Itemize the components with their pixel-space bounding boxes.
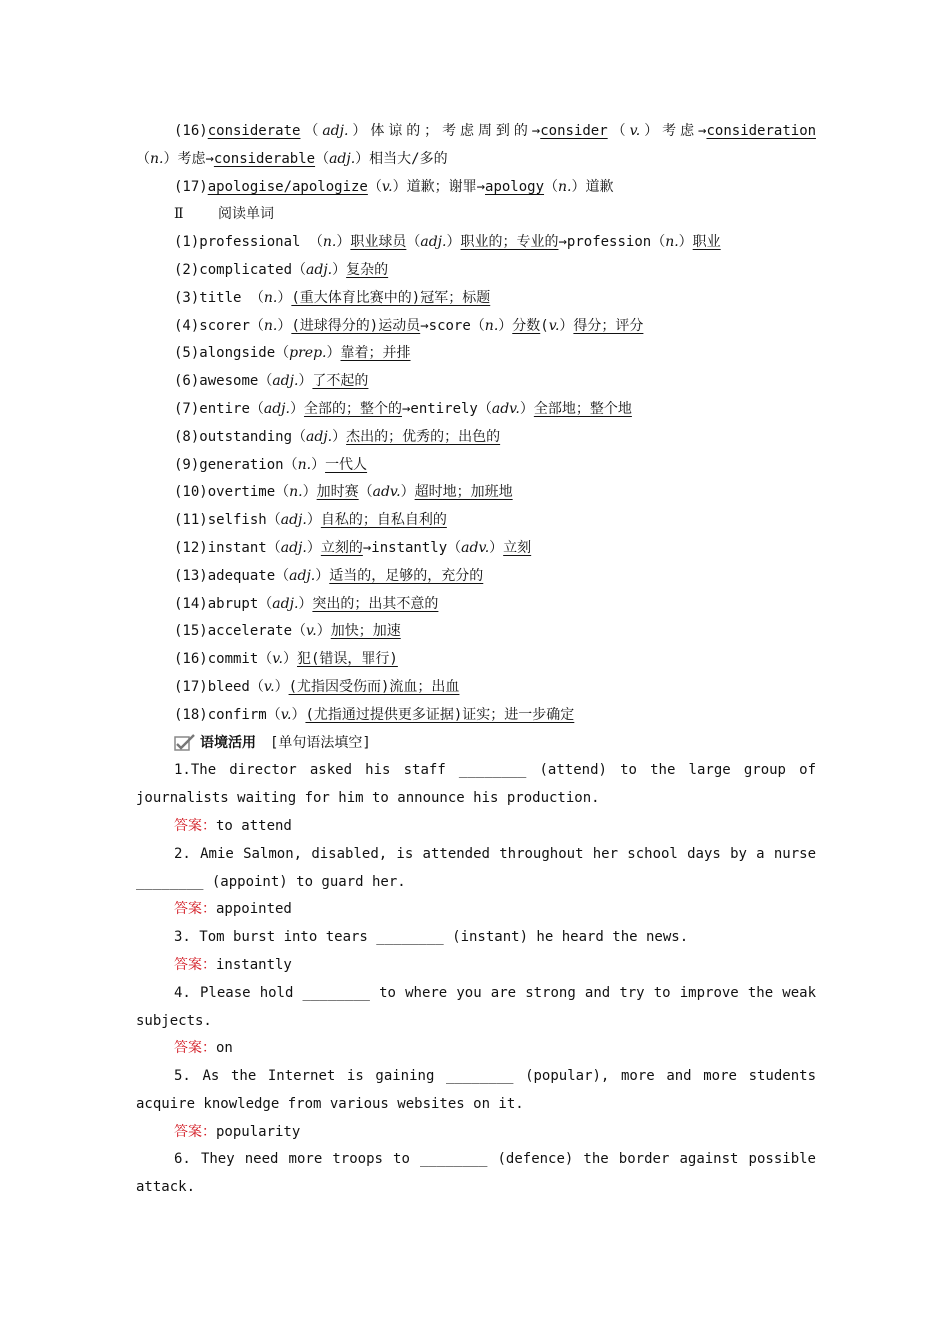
question-text: ________ (appoint) to guard her. (136, 873, 406, 890)
entry-number: (12) (174, 539, 208, 556)
entry-number: (14) (174, 595, 208, 612)
entry-number: (17) (174, 678, 208, 695)
entry-word: adequate (207, 567, 276, 584)
question-text: acquire knowledge from various websites on it. (136, 1095, 524, 1112)
part-of-speech: adj. (306, 261, 333, 278)
answer-line (136, 896, 816, 924)
entry-word: generation (199, 456, 284, 473)
entry-meaning: 自私的；自私自利的 (320, 512, 447, 529)
related-word: considerable (213, 150, 316, 167)
entry-meaning: (进球得分的)运动员 (291, 317, 421, 334)
entry-word: alongside (199, 345, 276, 362)
context-section-heading (136, 730, 816, 758)
answer-text: instantly (216, 956, 292, 973)
reading-word-row: (4)scorer（n.）(进球得分的)运动员→score（n.）分数(v.）得分；评分 (174, 317, 644, 334)
part-of-speech: adv. (461, 539, 490, 556)
question-line (136, 1063, 816, 1091)
badge-label: 语境活用 (200, 734, 256, 751)
part-of-speech: n. (263, 317, 278, 334)
entry-word: bleed (207, 678, 250, 695)
entry-number: (17) (174, 178, 208, 195)
part-of-speech: adj. (280, 539, 307, 556)
page-content (136, 118, 816, 1202)
related-word: apology (485, 178, 545, 195)
entry-number: (16) (174, 651, 208, 668)
entry-number: (7) (174, 400, 200, 417)
entry-meaning: 杰出的；优秀的；出色的 (346, 428, 501, 445)
entry-word: overtime (207, 484, 276, 501)
entry-meaning: 加时赛 (316, 484, 359, 501)
entry-meaning: 体谅的；考虑周到的 (370, 123, 532, 139)
entry-number: (10) (174, 484, 208, 501)
part-of-speech: n. (665, 234, 679, 251)
entry-word: title (199, 289, 242, 306)
part-of-speech: adv. (491, 400, 520, 417)
entry-number: (8) (174, 428, 200, 445)
question-text: 1.The director asked his staff ________ (attend) to the large group of (174, 762, 816, 779)
part-of-speech: v. (629, 123, 641, 139)
answer-label: 答案： (174, 901, 216, 918)
question-line (136, 1146, 816, 1174)
entry-number: (4) (174, 317, 200, 334)
entry-number: (9) (174, 456, 200, 473)
reading-word-row: (18)confirm（v.）(尤指通过提供更多证据)证实；进一步确定 (174, 706, 575, 723)
entry-word: scorer (199, 317, 250, 334)
question-text: 5. As the Internet is gaining ________ (popular), more and more students (174, 1068, 816, 1085)
question-text: 3. Tom burst into tears ________ (instant) he heard the news. (174, 929, 689, 946)
question-text: subjects. (136, 1012, 212, 1029)
checkmark-pencil-icon (174, 734, 196, 752)
question-line (136, 980, 816, 1008)
question-text: 4. Please hold ________ to where you are strong and try to improve the weak (174, 984, 816, 1001)
entry-word: confirm (207, 706, 267, 723)
answer-text: on (216, 1040, 233, 1057)
related-word: instantly (371, 539, 448, 556)
section-heading (136, 201, 816, 229)
part-of-speech: v. (263, 678, 275, 695)
entry-word: commit (207, 651, 259, 668)
question-line (136, 1008, 816, 1036)
entry-word: awesome (199, 373, 259, 390)
entry-number: (5) (174, 345, 200, 362)
related-meaning: 道歉 (585, 178, 614, 195)
entry-meaning: 超时地；加班地 (414, 484, 513, 501)
reading-word-row: (5)alongside（prep.）靠着；并排 (174, 345, 411, 362)
entry-number: (18) (174, 706, 208, 723)
entry-number: (11) (174, 512, 208, 529)
part-of-speech: n. (289, 484, 303, 501)
entry-meaning: 全部的；整个的 (303, 400, 402, 417)
entry-word: instant (207, 539, 267, 556)
related-word: consider (540, 123, 608, 139)
entry-meaning: 一代人 (325, 456, 368, 473)
part-of-speech: n. (263, 289, 278, 306)
answer-text: popularity (216, 1123, 301, 1140)
reading-word-row: (10)overtime（n.）加时赛（adv.）超时地；加班地 (174, 484, 513, 501)
entry-word: selfish (207, 512, 267, 529)
entry-meaning: 了不起的 (312, 373, 369, 390)
part-of-speech: adj. (263, 400, 290, 417)
related-word: profession (566, 234, 652, 251)
answer-line (136, 813, 816, 841)
related-meaning: 职业 (692, 234, 721, 251)
part-of-speech: v. (306, 623, 317, 640)
reading-word-row: (8)outstanding（adj.）杰出的；优秀的；出色的 (174, 428, 501, 445)
reading-word-row: (12)instant（adj.）立刻的→instantly（adv.）立刻 (174, 539, 532, 556)
question-text: 2. Amie Salmon, disabled, is attended throughout her school days by a nurse (174, 845, 816, 862)
part-of-speech: n. (297, 456, 312, 473)
part-of-speech: adj. (322, 123, 349, 139)
answer-label: 答案： (174, 817, 216, 834)
question-text: attack. (136, 1179, 196, 1196)
reading-word-row: (6)awesome（adj.）了不起的 (174, 373, 369, 390)
part-of-speech: v. (272, 651, 283, 668)
vocab-line-17: (17)apologise/apologize（v.）道歉；谢罪→apology（n.）道歉 (174, 178, 614, 195)
answer-line (136, 1119, 816, 1147)
reading-word-row: (9)generation（n.）一代人 (174, 456, 368, 473)
part-of-speech: v. (381, 178, 393, 195)
context-badge (174, 730, 256, 758)
reading-word-row: (7)entire（adj.）全部的；整个的→entirely（adv.）全部地；整个地 (174, 400, 632, 417)
part-of-speech: n. (322, 234, 337, 251)
entry-word: abrupt (207, 595, 259, 612)
related-word: score (428, 317, 471, 334)
part-of-speech: adj. (272, 373, 299, 390)
vocab-line-16: (16)considerate（adj.）体谅的；考虑周到的→consider（v.）考虑→consideration (174, 123, 816, 139)
answer-text: to attend (216, 817, 292, 834)
related-meaning: 相当大/多的 (369, 150, 448, 167)
answer-label: 答案： (174, 1040, 216, 1057)
reading-word-row: (3)title （n.）(重大体育比赛中的)冠军；标题 (174, 289, 491, 306)
question-text: journalists waiting for him to announce his production. (136, 790, 600, 807)
entry-meaning: 犯(错误，罪行) (297, 651, 398, 668)
part-of-speech: adj. (420, 234, 447, 251)
entry-number: (2) (174, 261, 200, 278)
entry-number: (6) (174, 373, 200, 390)
entry-word: professional (199, 234, 301, 251)
question-line (136, 757, 816, 785)
answer-line (136, 952, 816, 980)
question-line (136, 924, 816, 952)
answer-label: 答案： (174, 1123, 216, 1140)
reading-word-row: (1)professional （n.）职业球员（adj.）职业的；专业的→profession（n.）职业 (174, 234, 721, 251)
entry-meaning: (尤指因受伤而)流血；出血 (288, 678, 460, 695)
part-of-speech: v. (280, 706, 292, 723)
part-of-speech: adv. (372, 484, 401, 501)
part-of-speech: prep. (289, 345, 327, 362)
entry-meaning: 职业球员 (350, 234, 407, 251)
section-subtitle: [单句语法填空] (270, 734, 371, 751)
entry-meaning: (尤指通过提供更多证据)证实；进一步确定 (305, 706, 575, 723)
entry-meaning: 适当的，足够的，充分的 (329, 567, 484, 584)
entry-number: (15) (174, 623, 208, 640)
part-of-speech: n. (558, 178, 572, 195)
entry-word: entire (199, 400, 250, 417)
reading-word-row: (13)adequate（adj.）适当的，足够的，充分的 (174, 567, 484, 584)
entry-number: (13) (174, 567, 208, 584)
section-numeral: Ⅱ (174, 206, 184, 223)
part-of-speech: n. (484, 317, 499, 334)
question-line (136, 1091, 816, 1119)
entry-word: apologise/apologize (207, 178, 368, 195)
related-meaning: 考虑 (662, 123, 699, 139)
reading-word-row: (17)bleed（v.）(尤指因受伤而)流血；出血 (174, 678, 460, 695)
question-line (136, 869, 816, 897)
part-of-speech: adj. (289, 567, 316, 584)
entry-number: (1) (174, 234, 200, 251)
entry-meaning: 立刻的 (320, 539, 363, 556)
section-title: 阅读单词 (218, 206, 274, 223)
reading-word-row: (11)selfish（adj.）自私的；自私自利的 (174, 512, 447, 529)
related-meaning: 得分；评分 (573, 317, 644, 334)
part-of-speech: adj. (280, 512, 307, 529)
related-meaning: 分数 (512, 317, 541, 334)
question-line (136, 1174, 816, 1202)
answer-label: 答案： (174, 956, 216, 973)
entry-word: accelerate (207, 623, 293, 640)
entry-meaning: 道歉；谢罪 (406, 178, 477, 195)
related-meaning: 立刻 (503, 539, 532, 556)
entry-number: (3) (174, 289, 200, 306)
entry-word: outstanding (199, 428, 293, 445)
entry-meaning: 复杂的 (346, 261, 389, 278)
related-word: entirely (410, 400, 478, 417)
vocab-line-16-cont: （n.）考虑→considerable（adj.）相当大/多的 (136, 150, 448, 167)
entry-meaning: 突出的；出其不意的 (312, 595, 439, 612)
entry-meaning: (重大体育比赛中的)冠军；标题 (291, 289, 491, 306)
related-meaning: 全部地；整个地 (533, 400, 632, 417)
entry-meaning: 靠着；并排 (340, 345, 411, 362)
reading-word-row: (2)complicated（adj.）复杂的 (174, 261, 389, 278)
reading-word-row: (15)accelerate（v.）加快；加速 (174, 623, 401, 640)
answer-line (136, 1035, 816, 1063)
answer-text: appointed (216, 901, 292, 918)
entry-word: considerate (207, 123, 301, 139)
entry-number: (16) (174, 123, 208, 139)
entry-word: complicated (199, 261, 293, 278)
entry-meaning: 职业的；专业的 (460, 234, 559, 251)
related-word: consideration (706, 123, 816, 139)
question-line (136, 841, 816, 869)
part-of-speech: n. (150, 150, 164, 167)
reading-word-row: (16)commit（v.）犯(错误，罪行) (174, 651, 398, 668)
part-of-speech: v. (548, 317, 560, 334)
part-of-speech: adj. (329, 150, 356, 167)
part-of-speech: adj. (306, 428, 333, 445)
reading-word-row: (14)abrupt（adj.）突出的；出其不意的 (174, 595, 439, 612)
entry-meaning: 加快；加速 (330, 623, 401, 640)
related-meaning: 考虑 (177, 150, 206, 167)
question-line (136, 785, 816, 813)
question-text: 6. They need more troops to ________ (defence) the border against possible (174, 1151, 816, 1168)
part-of-speech: adj. (272, 595, 299, 612)
